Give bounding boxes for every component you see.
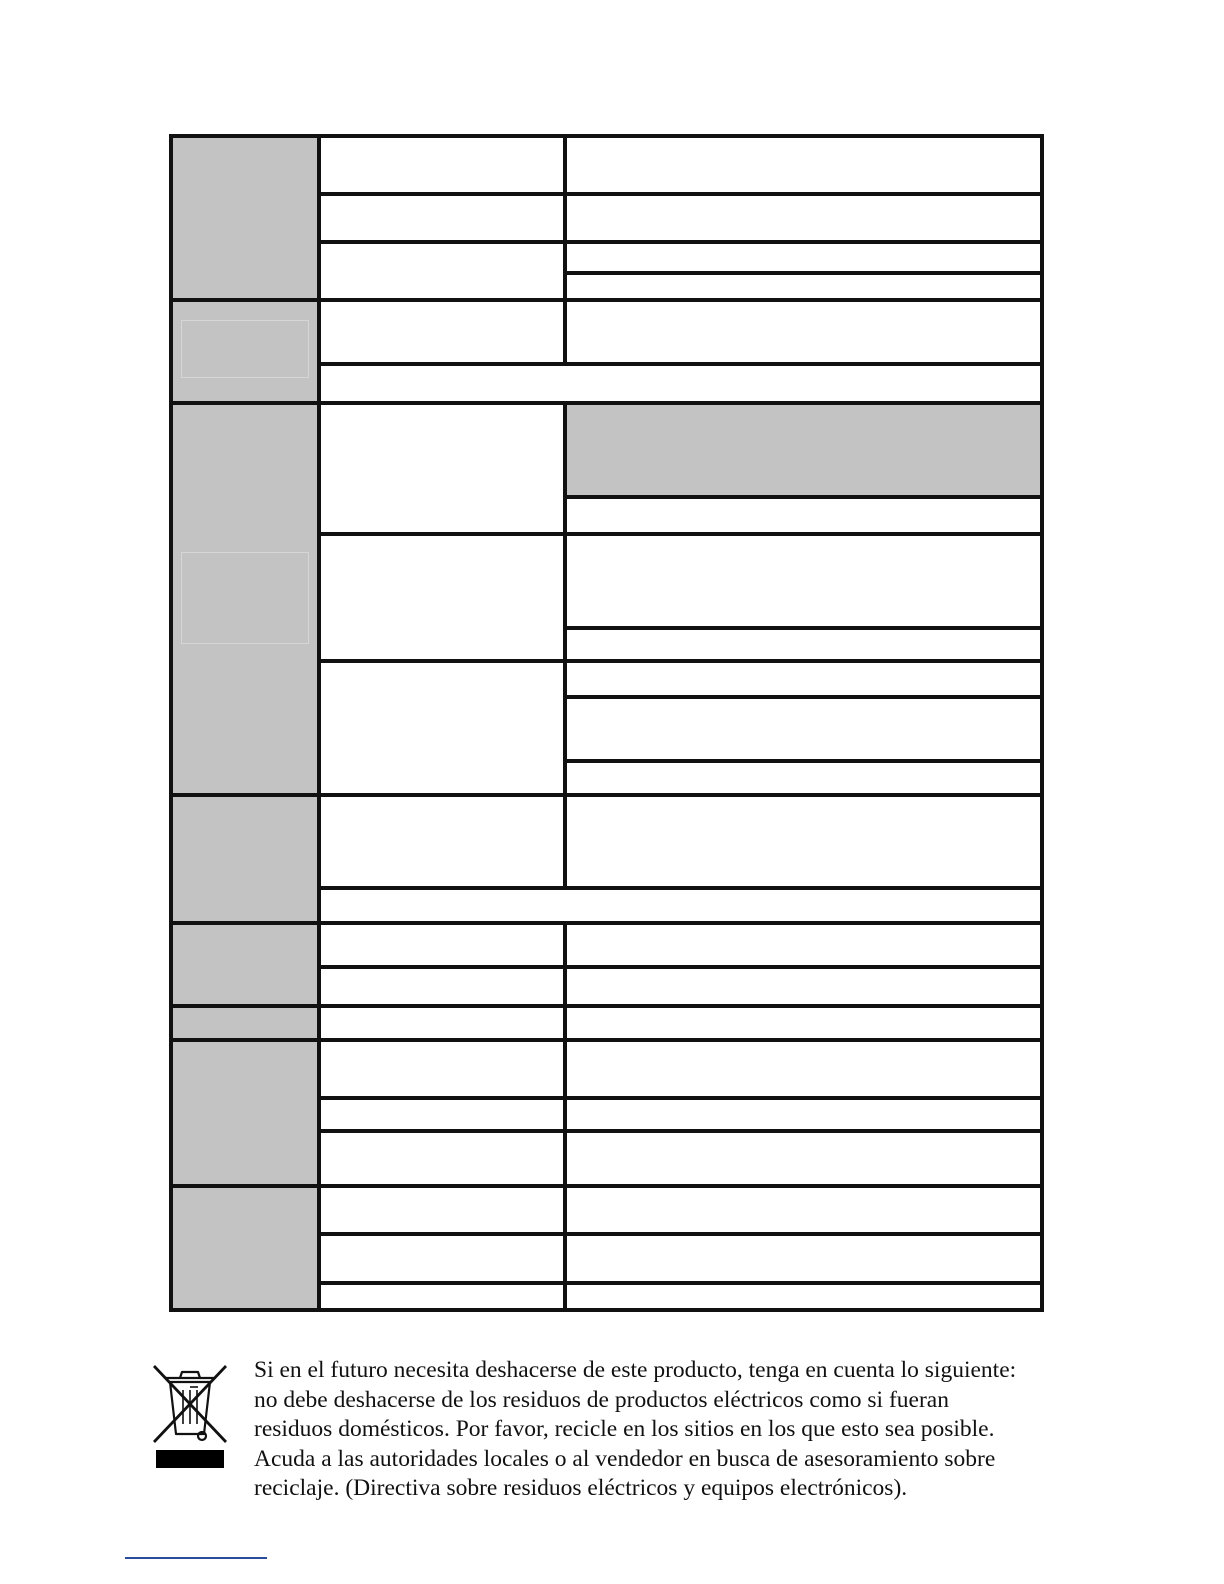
recycling-notice-text [254,1356,1084,1504]
notice-line: residuos domésticos. Por favor, recicle en los sitios en los que esto sea posible. [254,1416,995,1442]
notice-line: no debe deshacerse de los residuos de productos eléctricos como si fueran [254,1386,949,1413]
category-cell-8 [169,1186,320,1312]
spec-table [169,134,1044,1312]
recycling-notice [146,1352,1078,1512]
category-cell-5 [169,923,320,1006]
category-cell-3 [169,403,320,795]
category-cell-7 [169,1040,320,1186]
category-cell-4 [169,795,320,923]
notice-line: reciclaje. (Directiva sobre residuos eléctricos y equipos electrónicos). [254,1475,908,1501]
notice-line: Si en el futuro necesita deshacerse de este producto, tenga en cuenta lo siguiente: [254,1357,1017,1383]
crossed-out-wheelie-bin-icon [150,1358,230,1468]
category-cell-6 [169,1006,320,1040]
category-cell-2 [169,300,320,403]
footnote-rule [125,1557,267,1559]
highlighted-value-cell [566,403,1042,497]
category-cell-1 [169,134,320,300]
notice-line: Acuda a las autoridades locales o al vendedor en busca de asesoramiento sobre [254,1445,996,1472]
